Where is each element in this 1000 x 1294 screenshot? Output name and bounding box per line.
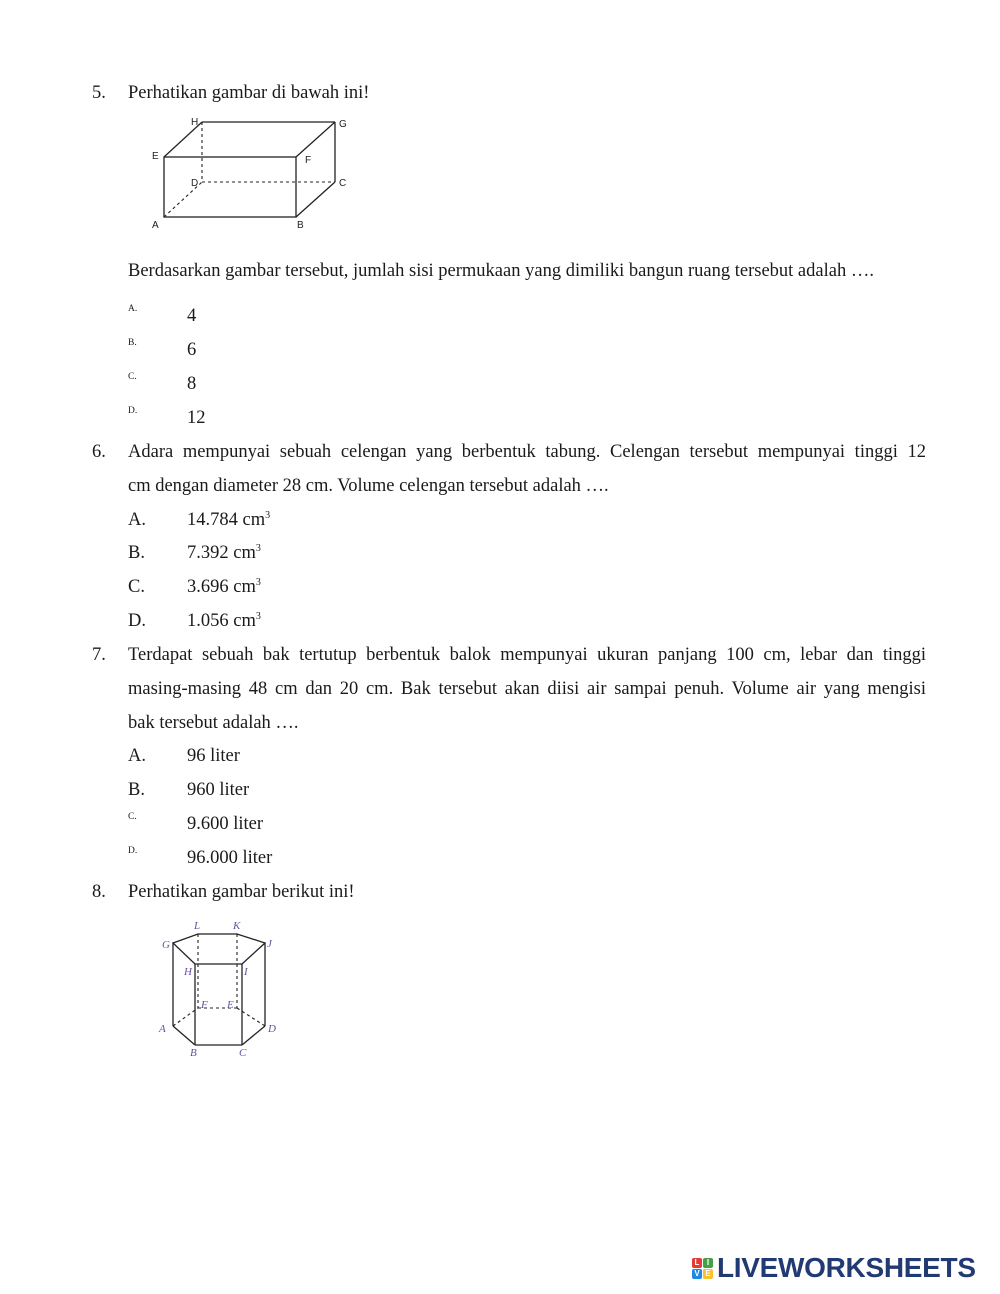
q6-option-d-number: 1.056 xyxy=(187,611,229,631)
unit-exponent: 3 xyxy=(255,577,261,588)
q7-option-c-letter: C. xyxy=(128,812,137,822)
label-h: H xyxy=(184,966,192,978)
unit: cm xyxy=(233,543,256,563)
q6-line-1: Adara mempunyai sebuah celengan yang berbentuk tabung. Celengan tersebut mempunyai tinggi 12 xyxy=(128,442,926,462)
q7-number: 7. xyxy=(92,645,106,665)
logo-letter-e: E xyxy=(703,1269,713,1279)
logo-mark-icon xyxy=(692,1258,713,1279)
q8-hexagonal-prism-figure xyxy=(155,915,285,1060)
unit-exponent: 3 xyxy=(255,543,261,554)
q6-option-c-letter: C. xyxy=(128,577,145,597)
q7-line-1: Terdapat sebuah bak tertutup berbentuk balok mempunyai ukuran panjang 100 cm, lebar dan tinggi xyxy=(128,645,926,665)
q6-option-c-value[interactable] xyxy=(187,577,261,598)
logo-letter-v: V xyxy=(692,1269,702,1279)
q5-number: 5. xyxy=(92,83,106,103)
label-b: B xyxy=(297,220,304,231)
q6-option-b-value[interactable] xyxy=(187,543,261,564)
liveworksheets-logo xyxy=(692,1252,976,1284)
logo-text: LIVEWORKSHEETS xyxy=(717,1252,976,1283)
q5-option-a-value[interactable]: 4 xyxy=(187,306,197,326)
q7-option-b-letter: B. xyxy=(128,780,145,800)
label-c: C xyxy=(239,1047,247,1059)
q5-option-a-letter: A. xyxy=(128,304,138,314)
q7-option-d-value[interactable]: 96.000 liter xyxy=(187,848,273,868)
q7-option-c-value[interactable]: 9.600 liter xyxy=(187,814,264,834)
q7-option-d-letter: D. xyxy=(128,846,138,856)
label-e: E xyxy=(152,151,159,162)
q7-line-2: masing-masing 48 cm dan 20 cm. Bak tersebut akan diisi air sampai penuh. Volume air yang mengisi xyxy=(128,679,926,699)
q6-option-a-value[interactable] xyxy=(187,510,270,531)
label-d: D xyxy=(191,178,199,189)
q5-option-d-letter: D. xyxy=(128,406,138,416)
q6-option-a-letter: A. xyxy=(128,510,146,530)
q5-option-c-letter: C. xyxy=(128,372,137,382)
label-f: F xyxy=(305,155,312,166)
label-f: F xyxy=(201,999,208,1011)
logo-letter-l: L xyxy=(692,1258,702,1268)
label-g: G xyxy=(339,119,347,130)
label-j: J xyxy=(267,938,272,950)
unit: cm xyxy=(242,510,266,530)
unit: cm xyxy=(233,611,256,631)
label-h: H xyxy=(191,117,199,128)
q8-number: 8. xyxy=(92,882,106,902)
q7-option-a-letter: A. xyxy=(128,746,146,766)
q6-option-d-letter: D. xyxy=(128,611,146,631)
cuboid-front-face xyxy=(164,157,296,217)
q6-number: 6. xyxy=(92,442,106,462)
label-a: A xyxy=(152,220,159,231)
label-c: C xyxy=(339,178,347,189)
label-i: I xyxy=(244,966,248,978)
q5-question: Berdasarkan gambar tersebut, jumlah sisi permukaan yang dimiliki bangun ruang tersebut adalah …. xyxy=(128,261,874,281)
label-k: K xyxy=(233,920,241,932)
q5-option-b-value[interactable]: 6 xyxy=(187,340,197,360)
q6-line-2: cm dengan diameter 28 cm. Volume celengan tersebut adalah …. xyxy=(128,476,609,496)
q5-option-c-value[interactable]: 8 xyxy=(187,374,197,394)
label-e: E xyxy=(227,999,234,1011)
q6-option-a-number: 14.784 xyxy=(187,510,238,530)
label-a: A xyxy=(159,1023,166,1035)
q7-line-3: bak tersebut adalah …. xyxy=(128,713,299,733)
q6-option-b-letter: B. xyxy=(128,543,145,563)
q5-option-d-value[interactable]: 12 xyxy=(187,408,206,428)
q7-option-a-value[interactable]: 96 liter xyxy=(187,746,240,766)
q7-option-b-value[interactable]: 960 liter xyxy=(187,780,250,800)
q5-option-b-letter: B. xyxy=(128,338,137,348)
unit-exponent: 3 xyxy=(265,510,271,521)
q5-prompt: Perhatikan gambar di bawah ini! xyxy=(128,83,370,103)
unit-exponent: 3 xyxy=(255,611,261,622)
unit: cm xyxy=(233,577,256,597)
q6-option-b-number: 7.392 xyxy=(187,543,229,563)
q8-prompt: Perhatikan gambar berikut ini! xyxy=(128,882,355,902)
label-d: D xyxy=(268,1023,276,1035)
q6-option-d-value[interactable] xyxy=(187,611,261,632)
logo-letter-i: I xyxy=(703,1258,713,1268)
label-b: B xyxy=(190,1047,197,1059)
q6-option-c-number: 3.696 xyxy=(187,577,229,597)
label-g: G xyxy=(162,939,170,951)
q5-cuboid-figure xyxy=(145,112,365,237)
label-l: L xyxy=(194,920,201,932)
